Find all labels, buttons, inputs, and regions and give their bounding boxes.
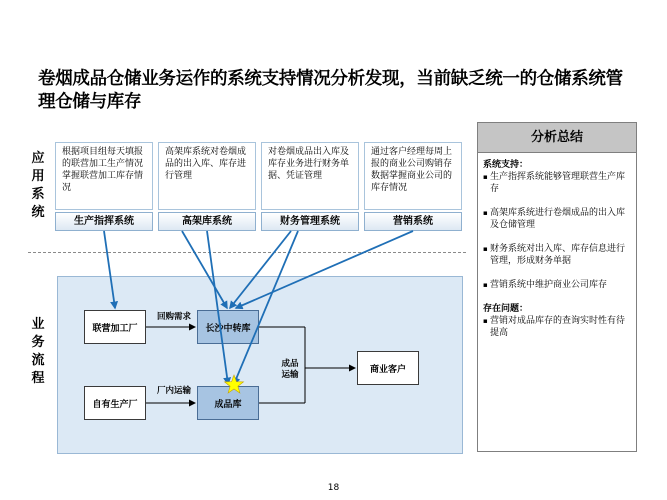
support-item: ▪ 财务系统对出入库、库存信息进行管理，形成财务单据 (483, 243, 630, 267)
node-own-factory: 自有生产厂 (84, 386, 146, 420)
system-description-highbay: 高架库系统对卷烟成品的出入库、库存进行管理 (158, 142, 256, 210)
page-title: 卷烟成品仓储业务运作的系统支持情况分析发现，当前缺乏统一的仓储系统管理仓储与库存 (38, 69, 623, 112)
support-item: ▪ 营销系统中维护商业公司库存 (483, 279, 630, 291)
system-description-finance: 对卷烟成品出入库及库存业务进行财务单据、凭证管理 (261, 142, 359, 210)
node-commercial-client: 商业客户 (357, 351, 419, 385)
system-highbay-warehouse: 高架库系统 (158, 212, 256, 231)
support-item: ▪ 高架库系统进行卷烟成品的出入库及仓储管理 (483, 207, 630, 231)
edge-label-in-plant: 厂内运输 (156, 386, 191, 396)
analysis-summary-panel (477, 122, 637, 452)
node-changsha-hub: 长沙中转库 (197, 310, 259, 344)
business-process-label: 业务流程 (31, 317, 45, 386)
system-marketing: 营销系统 (364, 212, 462, 231)
support-item: ▪ 生产指挥系统能够管理联营生产库存 (483, 171, 630, 195)
app-system-label: 应用系统 (31, 151, 45, 220)
issue-item: ▪ 营销对成品库存的查询实时性有待提高 (483, 315, 630, 339)
system-description-marketing: 通过客户经理每周上报的商业公司购销存数据掌握商业公司的库存情况 (364, 142, 462, 210)
system-description-production: 根据项目组每天填报的联营加工生产情况掌握联营加工库存情况 (55, 142, 153, 210)
node-finished-goods: 成品库 (197, 386, 259, 420)
system-finance-management: 财务管理系统 (261, 212, 359, 231)
section-divider (28, 252, 466, 253)
issues-title: 存在问题： (483, 304, 529, 314)
node-joint-factory: 联营加工厂 (84, 310, 146, 344)
edge-label-product-transport: 成品运输 (281, 359, 299, 380)
edge-label-buyback: 回购需求 (156, 312, 191, 322)
system-production-command: 生产指挥系统 (55, 212, 153, 231)
page-number: 18 (327, 483, 340, 493)
analysis-summary-header: 分析总结 (478, 123, 636, 153)
system-support-title: 系统支持： (483, 160, 529, 170)
